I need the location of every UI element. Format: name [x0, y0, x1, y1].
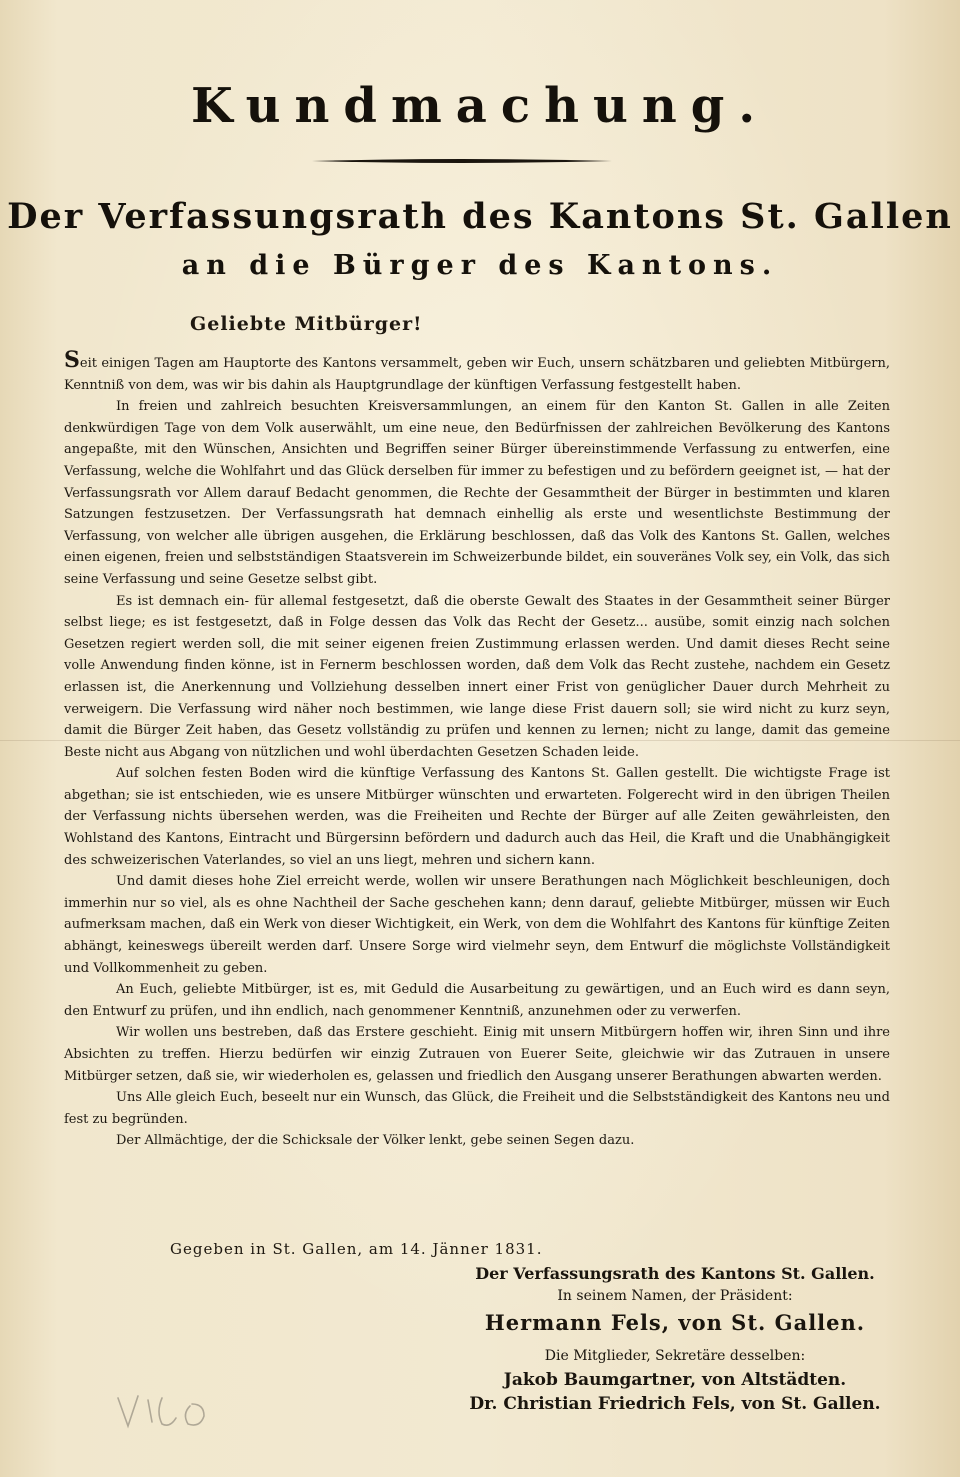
signature-president: Hermann Fels, von St. Gallen. — [484, 1310, 866, 1335]
signature-member-1: Jakob Baumgartner, von Altstädten. — [503, 1370, 847, 1390]
paragraph: In freien und zahlreich besuchten Kreisversammlungen, an einem für den Kanton St. Gallen in alle Zeiten denkwürdigen Tage von dem Volk auserwählt, um eine neue, den Bedürfnissen der zahlreichen Bevölkerung des Kantons angepaßte, mit den Wünschen, Ansichten und Begriffen seiner Bürger übereinstimmende Verfassung zu entwerfen, eine Verfassung, welche die Wohlfahrt und das Glück derselben für immer zu befestigen und zu befördern geeignet ist, — hat der Verfassungsrath vor Allem darauf Bedacht genommen, die Rechte der Gesammtheit der Bürger in bestimmten und klaren Satzungen festzusetzen. Der Verfassungsrath hat demnach einhellig als erste und wesentlichste Bestimmung der Verfassung, von welcher alle übrigen ausgehen, die Erklärung beschlossen, daß das Volk des Kantons St. Gallen, welches einen eigenen, freien und selbstständigen Staatsverein im Schweizerbunde bildet, ein souveränes Volk sey, ein Volk, das sich seine Verfassung und seine Gesetze selbst gibt. — [64, 399, 890, 587]
signature-council: Der Verfassungsrath des Kantons St. Gallen. — [475, 1264, 875, 1283]
paragraph: Seit einigen Tagen am Hauptorte des Kantons versammelt, geben wir Euch, unsern schätzbaren und geliebten Mitbürgern, Kenntniß von dem, was wir bis dahin als Hauptgrundlage der künftigen Verfassung festgestellt haben. — [64, 347, 890, 393]
signature-members-label: Die Mitglieder, Sekretäre desselben: — [544, 1348, 806, 1364]
paragraph: An Euch, geliebte Mitbürger, ist es, mit Geduld die Ausarbeitung zu gewärtigen, und an Euch wird es dann seyn, den Entwurf zu prüfen, und ihn endlich, nach genommener Kenntniß, anzunehmen oder zu verwerfen. — [64, 982, 890, 1019]
paragraph: Und damit dieses hohe Ziel erreicht werde, wollen wir unsere Berathungen nach Möglichkeit beschleunigen, doch immerhin nur so viel, als es ohne Nachtheil der Sache geschehen kann; denn darauf, geliebte Mitbürger, müssen wir Euch aufmerksam machen, daß ein Werk von dieser Wichtigkeit, ein Werk, von dem die Wohlfahrt des Kantons für künftige Zeiten abhängt, keineswegs übereilt werden darf. Unsere Sorge wird vielmehr seyn, dem Entwurf die möglichste Vollständigkeit und Vollkommenheit zu geben. — [64, 874, 890, 976]
pencil-mark-drawing — [112, 1378, 222, 1438]
signature-name-label: In seinem Namen, der Präsident: — [557, 1288, 793, 1304]
paragraph: Auf solchen festen Boden wird die künftige Verfassung des Kantons St. Gallen gestellt. Die wichtigste Frage ist abgethan; sie ist entschieden, wie es unsere Mitbürger wünschten und erwarteten. Folgerecht wird in den übrigen Theilen der Verfassung nichts übersehen werden, was die Freiheiten und Rechte der Bürger auf alle Zeiten gewährleisten, den Wohlstand des Kantons, Eintracht und Bürgersinn befördern und dadurch auch das Heil, die Kraft und die Unabhängigkeit des schweizerischen Vaterlandes, so viel an uns liegt, mehren und sichern kann. — [64, 766, 890, 868]
paragraph: Der Allmächtige, der die Schicksale der Völker lenkt, gebe seinen Segen dazu. — [116, 1133, 635, 1149]
heading-line-2: an die Bürger des Kantons. — [181, 250, 779, 281]
dateline: Gegeben in St. Gallen, am 14. Jänner 1831. — [170, 1240, 543, 1258]
paragraph: Uns Alle gleich Euch, beseelt nur ein Wunsch, das Glück, die Freiheit und die Selbstständigkeit des Kantons neu und fest zu begründen. — [64, 1090, 890, 1127]
salutation: Geliebte Mitbürger! — [190, 313, 423, 335]
paragraph: Wir wollen uns bestreben, daß das Erstere geschieht. Einig mit unsern Mitbürgern hoffen wir, ihren Sinn und ihre Absichten zu treffen. Hierzu bedürfen wir einzig Zutrauen von Euerer Seite, gleichwie wir das Zutrauen in unsere Mitbürger setzen, daß sie, wir wiederholen es, gelassen und friedlich den Ausgang unserer Berathungen abwarten werden. — [64, 1025, 890, 1084]
signature-member-2: Dr. Christian Friedrich Fels, von St. Gallen. — [469, 1394, 881, 1414]
paragraph: Es ist demnach ein- für allemal festgesetzt, daß die oberste Gewalt des Staates in der Gesammtheit seiner Bürger selbst liege; es ist festgesetzt, daß in Folge dessen das Volk das Recht der Gesetz... ausübe, somit einzig nach solchen Gesetzen regiert werden soll, die mit seiner eigenen freien Zustimmung erlassen werden. Und damit dieses Recht seine volle Anwendung finden könne, ist in Fernerm beschlossen worden, daß dem Volk das Recht zustehe, nachdem ein Gesetz erlassen ist, die Anerkennung und Vollziehung desselben innert einer Frist von genüglicher Dauer durch Mehrheit zu verweigern. Die Verfassung wird näher noch bestimmen, wie lange diese Frist dauern soll; sie wird nicht zu kurz seyn, damit die Bürger Zeit haben, das Gesetz vollständig zu prüfen und kennen zu lernen; nicht zu lange, damit das gemeine Beste nicht aus Abgang von nützlichen und wohl überdachten Gesetzen Schaden leide. — [64, 593, 890, 760]
ornamental-rule — [312, 158, 612, 164]
document-title: Kundmachung. — [190, 78, 770, 134]
proclamation-body — [64, 347, 890, 1152]
heading-line-1: Der Verfassungsrath des Kantons St. Gallen — [7, 196, 953, 237]
